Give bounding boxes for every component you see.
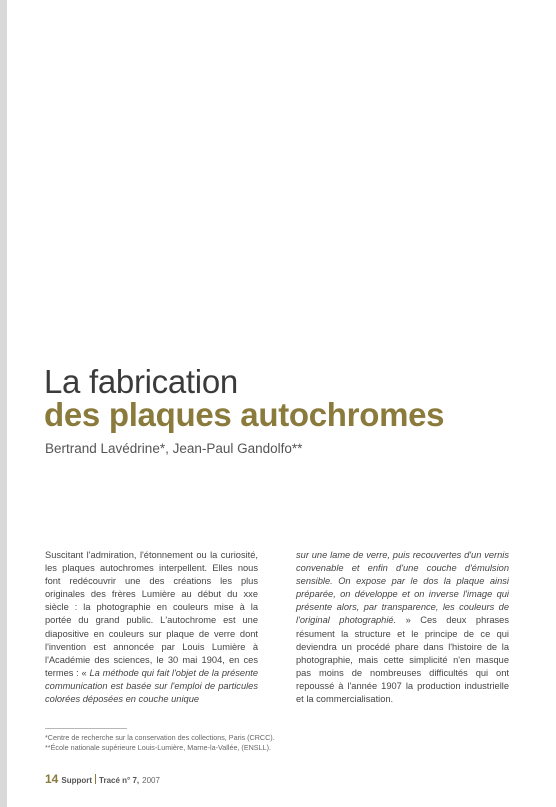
body-column-right bbox=[296, 549, 509, 706]
journal-year: 2007 bbox=[142, 776, 160, 785]
journal-section: Support bbox=[61, 776, 93, 785]
body-text: Suscitant l'admiration, l'étonnement ou la curiosité, les plaques autochromes interpellent. Elles nous font redécouvrir une des créations les plus originales des frères Lumière au début du xxe siècle : la photographie en couleurs mise à la portée du grand public. L'autochrome est une diapositive en couleurs sur plaque de verre dont l'invention est annoncée par Louis Lumière à l'Académie des sciences, le 30 mai 1904, en ces termes : « bbox=[45, 550, 258, 678]
authors: Bertrand Lavédrine*, Jean-Paul Gandolfo** bbox=[45, 441, 303, 456]
folio bbox=[45, 772, 160, 786]
journal-issue: Tracé n° 7, bbox=[99, 776, 140, 785]
body-quote-italic: sur une lame de verre, puis recouvertes d'un vernis convenable et enfin d'une couche d'émulsion sensible. On expose par le dos la plaque ainsi préparée, on développe et on inverse l'image qui présente alors, par transparence, les couleurs de l'original photographié. bbox=[296, 550, 509, 626]
body-column-left bbox=[45, 549, 258, 706]
footnote-1: *Centre de recherche sur la conservation des collections, Paris (CRCC). bbox=[45, 733, 275, 742]
page-edge bbox=[0, 0, 7, 807]
footnote-rule bbox=[45, 728, 127, 729]
title-line-1: La fabrication bbox=[44, 363, 238, 400]
body-paragraph bbox=[296, 549, 509, 706]
body-quote-italic: La méthode qui fait l'objet de la présente communication est basée sur l'emploi de particules colorées déposées en couche unique bbox=[45, 667, 259, 705]
body-text: » Ces deux phrases résument la structure et le principe de ce qui deviendra un procédé phare dans l'histoire de la photographie, mais cette simplicité n'en masque pas moins de nombreuses difficultés qui ont repoussé à l'année 1907 la production industrielle et la commercialisation. bbox=[296, 615, 509, 705]
title-line-2: des plaques autochromes bbox=[44, 396, 445, 433]
body-paragraph bbox=[45, 549, 258, 706]
footnote-2: **École nationale supérieure Louis-Lumière, Marne-la-Vallée, (ENSLL). bbox=[45, 743, 271, 752]
page-number: 14 bbox=[45, 772, 59, 786]
folio-divider bbox=[95, 774, 96, 784]
